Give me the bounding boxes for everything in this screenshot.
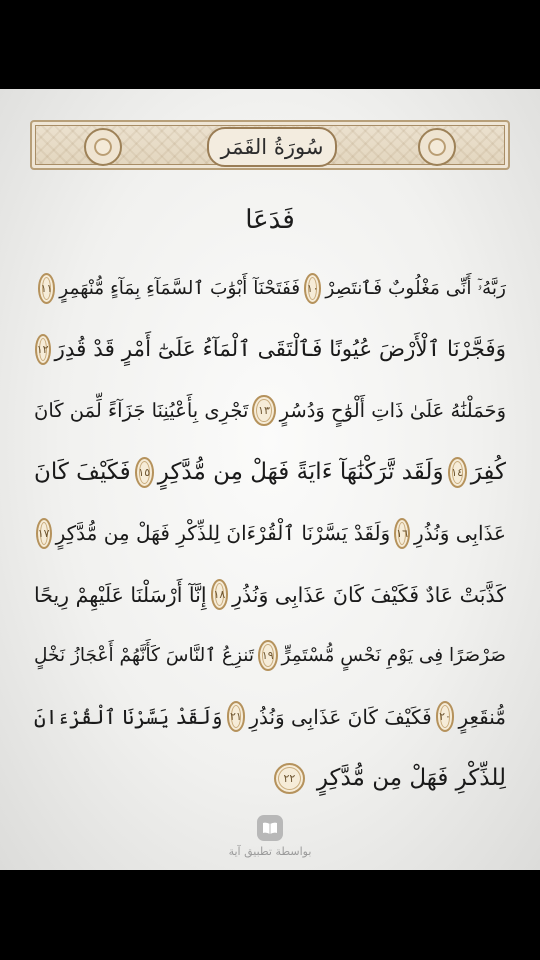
ayah-number-marker: ٢٢ [274, 763, 305, 794]
ayah-number-marker: ١٦ [394, 518, 410, 549]
ayah-number-marker: ١٥ [135, 457, 154, 488]
ayah-number-marker: ١٩ [258, 640, 277, 671]
verse-line [34, 625, 506, 686]
verse-text: فَفَتَحْنَآ أَبْوَٰبَ ٱلسَّمَآءِ بِمَآءٍ مُّنْهَمِرٍ [59, 278, 301, 300]
ayah-number-marker: ١٤ [448, 457, 467, 488]
verse-text: عَذَابِى وَنُذُرِ [414, 521, 506, 546]
verse-line [34, 319, 506, 380]
surah-title: سُورَةُ القَمَر [220, 135, 324, 159]
ayah-number-marker: ١٠ [304, 273, 321, 304]
attribution-text: بواسطة تطبيق آية [228, 845, 312, 858]
first-word: فَدَعَا [245, 205, 295, 235]
verse-line [34, 380, 506, 441]
verse-line [34, 686, 506, 747]
verse-text: تَنزِعُ ٱلنَّاسَ كَأَنَّهُمْ أَعْجَازُ نَخْلٍ [34, 645, 255, 667]
app-attribution [0, 815, 540, 858]
ayah-number-marker: ٢١ [227, 701, 246, 732]
surah-title-cartouche [207, 127, 337, 167]
verse-text: فَكَيْفَ كَانَ [34, 459, 131, 486]
verse-line [34, 748, 506, 809]
ornament-rosette-icon [84, 128, 122, 166]
surah-header-banner [30, 120, 510, 170]
verse-line [34, 258, 506, 319]
quran-book-icon [257, 815, 283, 841]
ayah-number-marker: ١٨ [211, 579, 229, 610]
verse-text: وَلَقَدْ يَسَّرْنَا ٱلْقُرْءَانَ لِلذِّكْرِ فَهَلْ مِن مُّدَّكِرٍ [55, 521, 391, 546]
ayah-number-marker: ١٢ [35, 334, 51, 365]
verse-line [34, 564, 506, 625]
ornament-rosette-icon [418, 128, 456, 166]
verse-text: كَذَّبَتْ عَادٌ فَكَيْفَ كَانَ عَذَابِى وَنُذُرِ [232, 582, 506, 607]
verse-text: إِنَّآ أَرْسَلْنَا عَلَيْهِمْ رِيحًا [34, 582, 207, 607]
verse-text: وَحَمَلْنَٰهُ عَلَىٰ ذَاتِ أَلْوَٰحٍ وَدُسُرٍ [279, 399, 506, 423]
verse-line [34, 503, 506, 564]
verse-text: لِلذِّكْرِ فَهَلْ مِن مُّدَّكِرٍ [316, 765, 506, 792]
ayah-number-marker: ١٣ [252, 395, 275, 426]
verse-text: صَرْصَرًا فِى يَوْمِ نَحْسٍ مُّسْتَمِرٍّ [281, 645, 506, 667]
verse-line [34, 442, 506, 503]
verse-text: فَكَيْفَ كَانَ عَذَابِى وَنُذُرِ [249, 704, 432, 729]
verse-text: كُفِرَ [470, 459, 506, 486]
verse-text: وَلَقَدْ يَسَّرْنَا ٱلْقُرْءَانَ [34, 704, 223, 729]
verse-text: مُّنقَعِرٍ [458, 704, 506, 729]
verse-text: وَلَقَد تَّرَكْنَٰهَآ ءَايَةً فَهَلْ مِن مُّدَّكِرٍ [157, 459, 444, 486]
verse-text-block [34, 258, 506, 809]
verse-text: وَفَجَّرْنَا ٱلْأَرْضَ عُيُونًا فَٱلْتَقَى ٱلْمَآءُ عَلَىٰٓ أَمْرٍ قَدْ قُدِرَ [54, 337, 506, 363]
ayah-number-marker: ٢٠ [436, 701, 455, 732]
verse-text: تَجْرِى بِأَعْيُنِنَا جَزَآءً لِّمَن كَانَ [34, 399, 249, 423]
verse-text: رَبَّهُۥٓ أَنِّى مَغْلُوبٌ فَٱنتَصِرْ [325, 278, 506, 300]
ayah-number-marker: ١١ [38, 273, 55, 304]
ayah-number-marker: ١٧ [36, 518, 52, 549]
